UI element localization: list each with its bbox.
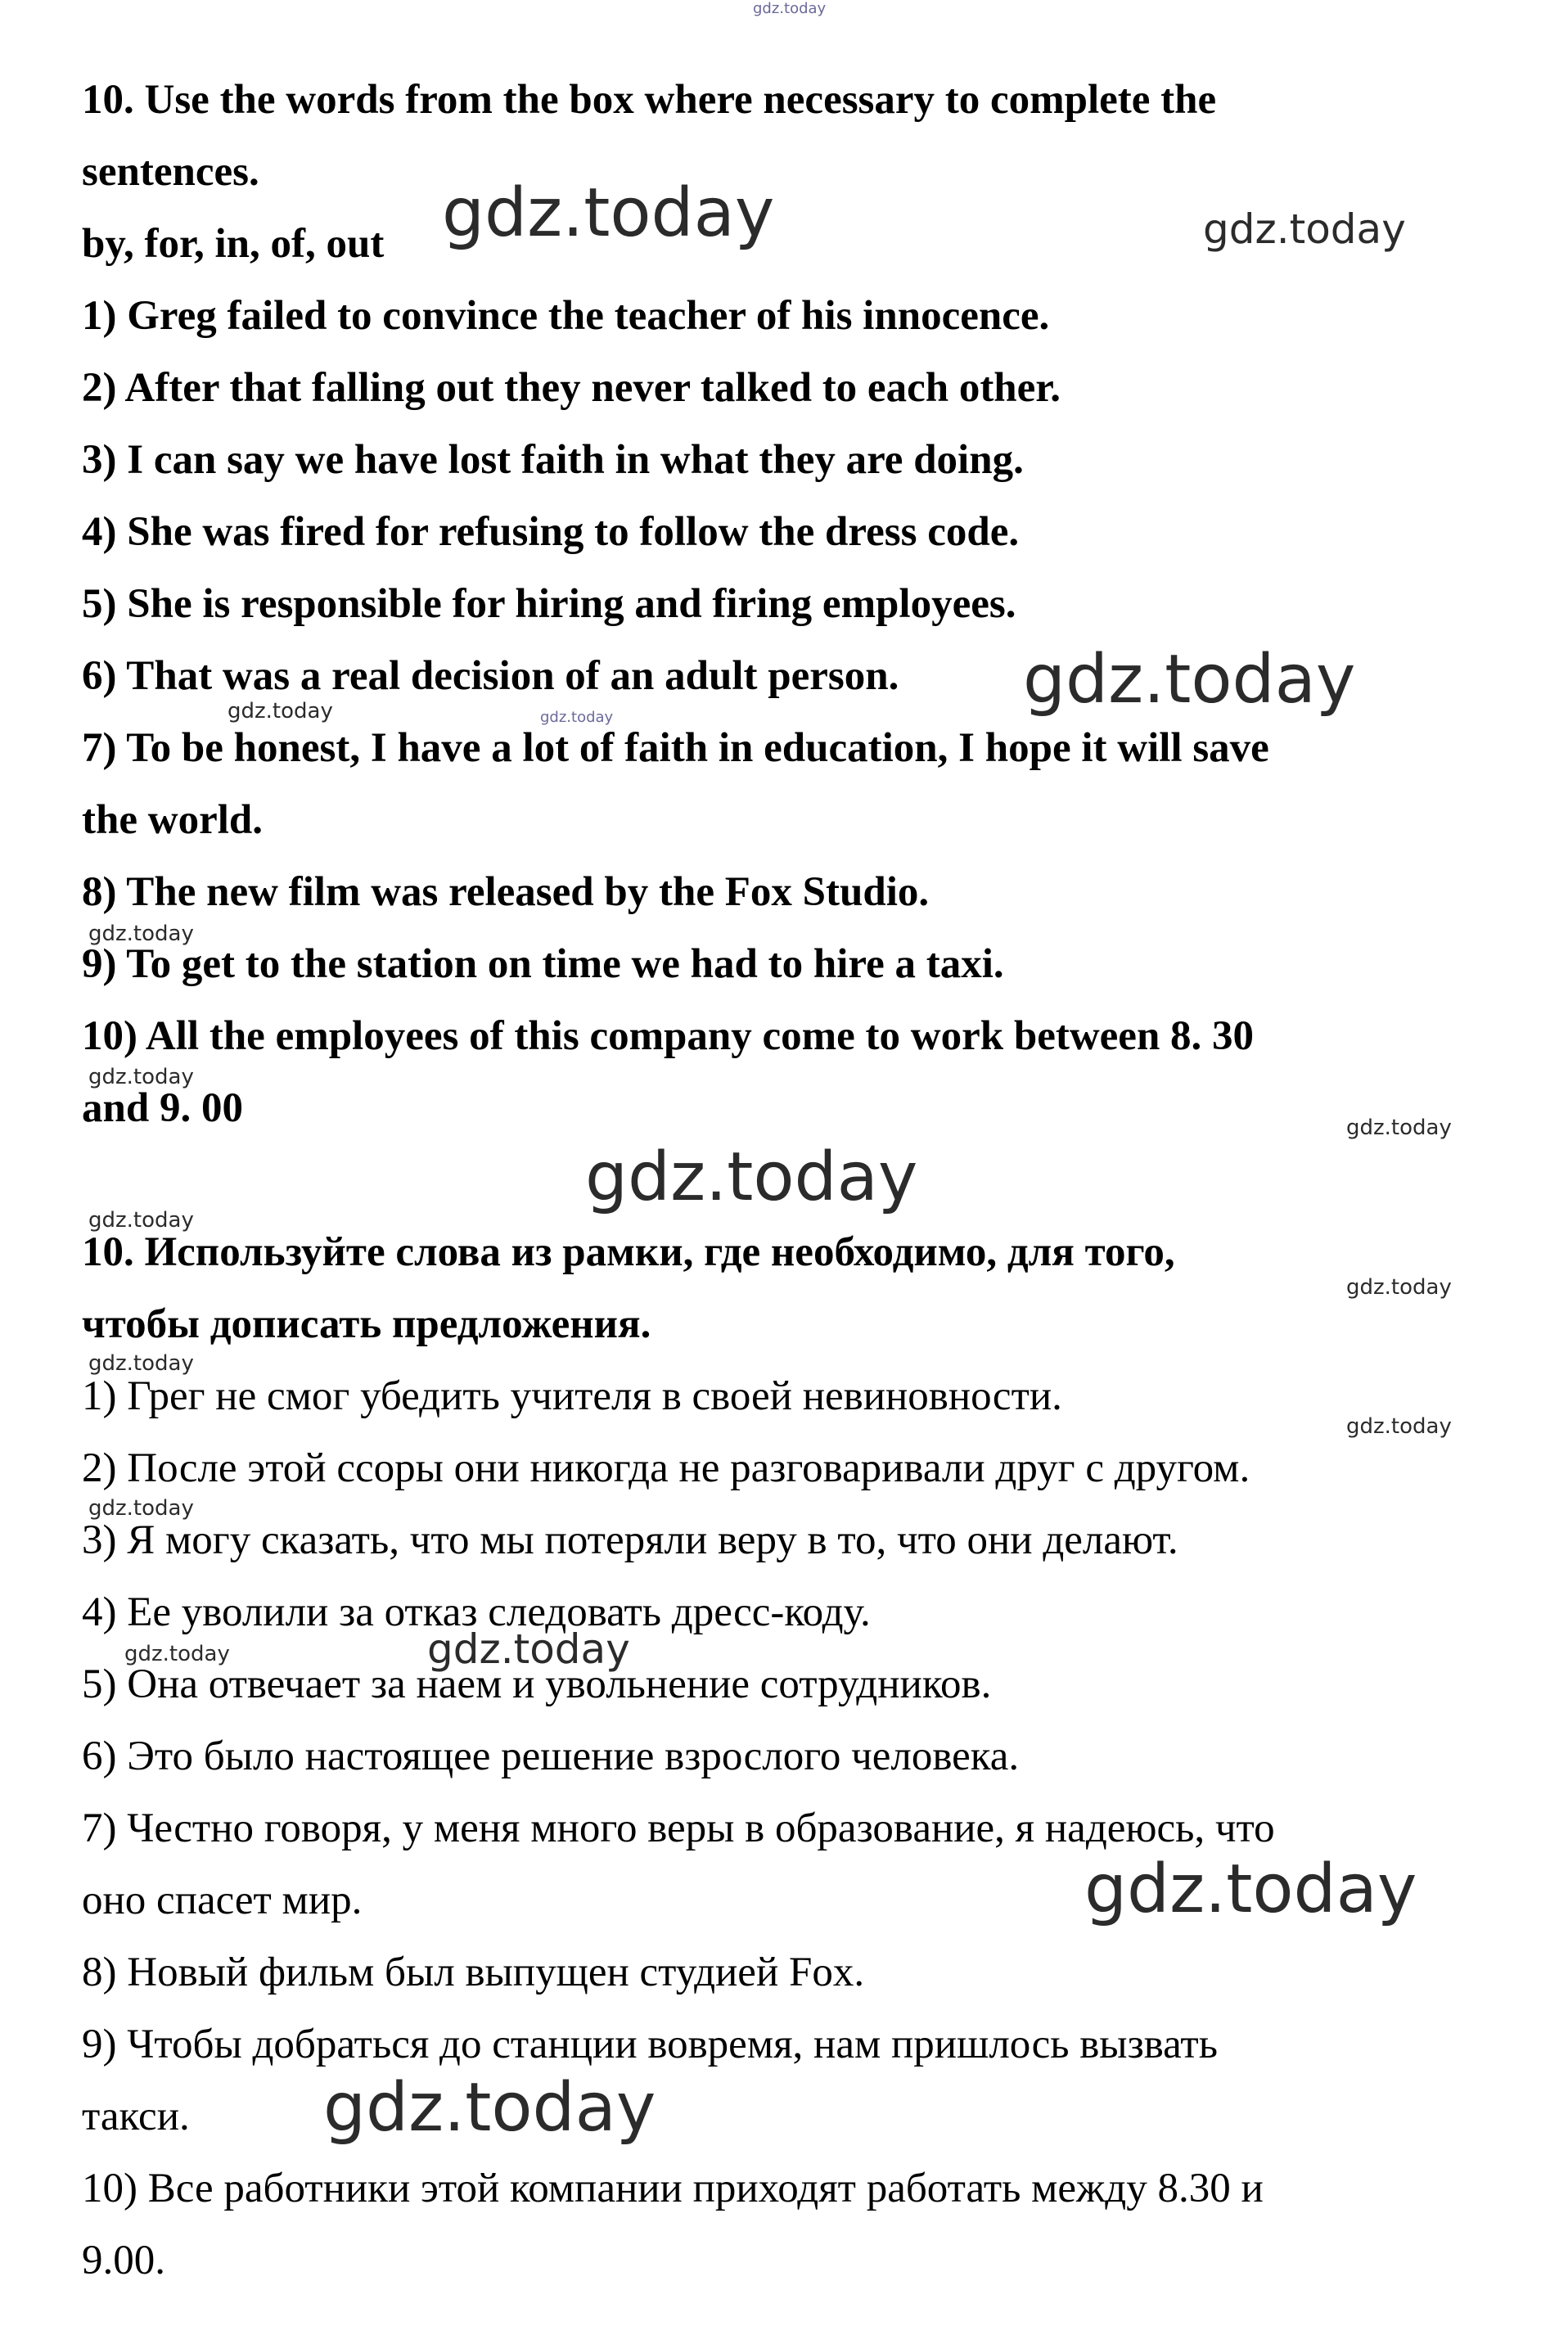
russian-sentence-7: 7) Честно говоря, у меня много веры в образование, я надеюсь, что xyxy=(82,1805,1275,1851)
english-sentence-6: 6) That was a real decision of an adult person. xyxy=(82,653,899,699)
russian-sentence-3: 3) Я могу сказать, что мы потеряли веру в то, что они делают. xyxy=(82,1517,1178,1563)
russian-sentence-1: 1) Грег не смог убедить учителя в своей невиновности. xyxy=(82,1373,1062,1419)
english-sentence-9: 9) To get to the station on time we had to hire a taxi. xyxy=(82,941,1004,987)
english-sentence-8: 8) The new film was released by the Fox Studio. xyxy=(82,869,930,915)
russian-sentence-10-continued: 9.00. xyxy=(82,2238,165,2283)
russian-sentence-7-continued: оно спасет мир. xyxy=(82,1877,363,1923)
watermark: gdz.today xyxy=(88,1496,194,1521)
watermark: gdz.today xyxy=(323,2069,656,2147)
russian-sentence-9: 9) Чтобы добраться до станции вовремя, нам пришлось вызвать xyxy=(82,2022,1218,2067)
english-sentence-7-continued: the world. xyxy=(82,797,263,843)
watermark: gdz.today xyxy=(124,1642,230,1666)
watermark: gdz.today xyxy=(88,1351,194,1376)
russian-heading-line-1: 10. Используйте слова из рамки, где необходимо, для того, xyxy=(82,1229,1175,1275)
russian-sentence-5: 5) Она отвечает за наем и увольнение сотрудников. xyxy=(82,1661,992,1707)
watermark: gdz.today xyxy=(88,1208,194,1233)
watermark: gdz.today xyxy=(1023,641,1356,719)
word-box-list: by, for, in, of, out xyxy=(82,221,385,267)
watermark: gdz.today xyxy=(1203,205,1406,253)
english-sentence-2: 2) After that falling out they never talked to each other. xyxy=(82,365,1061,411)
russian-heading-line-2: чтобы дописать предложения. xyxy=(82,1301,651,1347)
english-sentence-10: 10) All the employees of this company come to work between 8. 30 xyxy=(82,1013,1255,1059)
english-heading-line-1: 10. Use the words from the box where necessary to complete the xyxy=(82,77,1217,123)
watermark: gdz.today xyxy=(427,1625,630,1673)
russian-sentence-9-continued: такси. xyxy=(82,2094,190,2139)
russian-sentence-4: 4) Ее уволили за отказ следовать дресс-коду. xyxy=(82,1589,871,1635)
watermark: gdz.today xyxy=(1346,1275,1452,1300)
watermark: gdz.today xyxy=(1346,1116,1452,1140)
english-sentence-1: 1) Greg failed to convince the teacher of his innocence. xyxy=(82,293,1050,339)
russian-sentence-2: 2) После этой ссоры они никогда не разговаривали друг с другом. xyxy=(82,1445,1250,1491)
english-sentence-5: 5) She is responsible for hiring and firing employees. xyxy=(82,581,1016,627)
watermark: gdz.today xyxy=(442,174,775,252)
english-sentence-7: 7) To be honest, I have a lot of faith in education, I hope it will save xyxy=(82,725,1269,771)
watermark: gdz.today xyxy=(1084,1850,1417,1928)
english-sentence-3: 3) I can say we have lost faith in what they are doing. xyxy=(82,437,1024,483)
russian-sentence-8: 8) Новый фильм был выпущен студией Fox. xyxy=(82,1950,865,1995)
english-sentence-4: 4) She was fired for refusing to follow the dress code. xyxy=(82,509,1020,555)
watermark: gdz.today xyxy=(228,699,333,723)
english-heading-line-2: sentences. xyxy=(82,149,259,195)
watermark: gdz.today xyxy=(1346,1414,1452,1439)
watermark: gdz.today xyxy=(753,0,827,17)
english-sentence-10-continued: and 9. 00 xyxy=(82,1085,243,1131)
russian-sentence-10: 10) Все работники этой компании приходят работать между 8.30 и xyxy=(82,2166,1264,2211)
watermark: gdz.today xyxy=(585,1138,918,1216)
watermark: gdz.today xyxy=(88,922,194,946)
watermark: gdz.today xyxy=(540,709,614,726)
watermark: gdz.today xyxy=(88,1065,194,1089)
russian-sentence-6: 6) Это было настоящее решение взрослого человека. xyxy=(82,1733,1020,1779)
